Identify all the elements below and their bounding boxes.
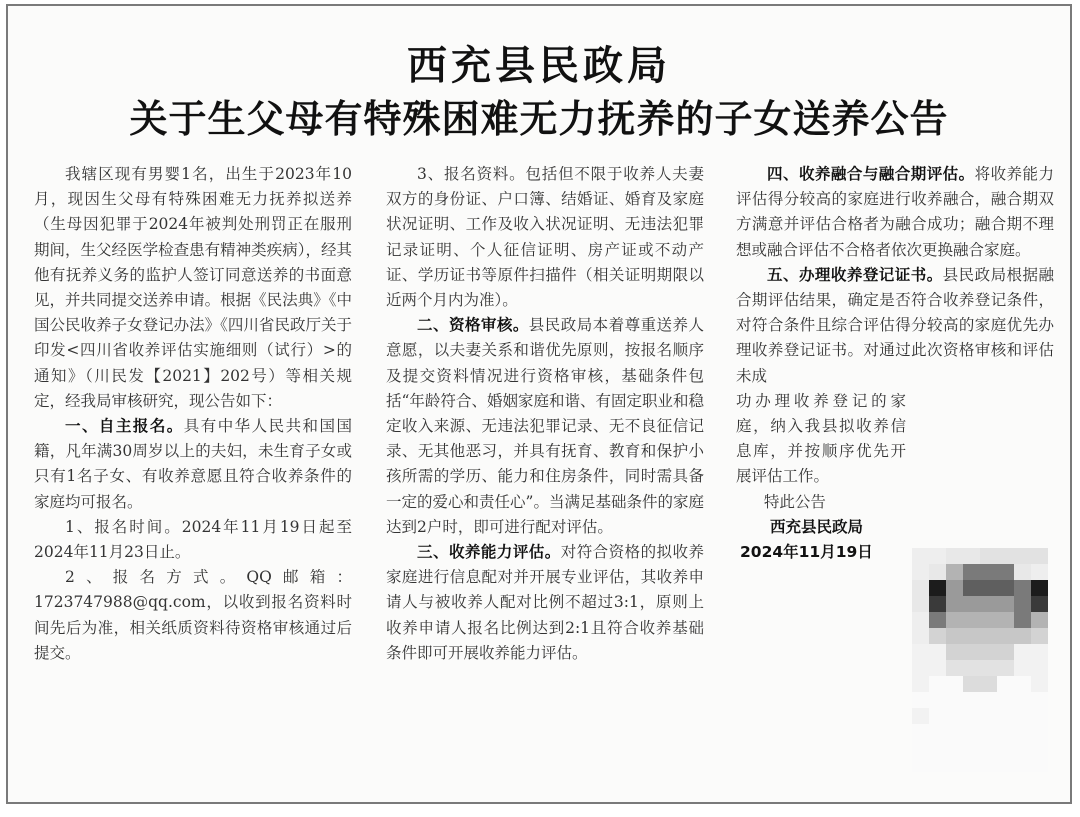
mosaic-pixel (912, 580, 929, 596)
section-5-continued: 功办理收养登记的家庭，纳入我县拟收养信息库，并按顺序优先开展评估工作。 (736, 391, 906, 486)
mosaic-pixel (1031, 740, 1048, 756)
mosaic-pixel (997, 692, 1014, 708)
mosaic-pixel (1014, 628, 1031, 644)
section-4-heading: 四、收养融合与融合期评估。 (767, 165, 975, 183)
mosaic-pixel (929, 740, 946, 756)
mosaic-pixel (946, 564, 963, 580)
section-3-text: 对符合资格的拟收养家庭进行信息配对并开展专业评估，其收养申请人与被收养人配对比例不超过3:1，原则上收养申请人报名比例达到2:1且符合收养基础条件即可开展收养能力评估。 (386, 543, 704, 662)
mosaic-pixel (1014, 612, 1031, 628)
mosaic-pixel (946, 612, 963, 628)
section-1-heading: 一、自主报名。 (65, 417, 184, 436)
section-5-text-a: 县民政局根据融合期评估结果，确定是否符合收养登记条件，对符合条件且综合评估得分较高的家庭优先办理收养登记证书。对通过此次资格审核和评估未成 (736, 265, 1054, 385)
mosaic-pixel (929, 564, 946, 580)
mosaic-pixel (912, 660, 929, 676)
mosaic-pixel (1014, 740, 1031, 756)
section-2-paragraph (386, 313, 704, 540)
mosaic-pixel (980, 628, 997, 644)
mosaic-pixel (1031, 660, 1048, 676)
mosaic-pixel (980, 548, 997, 564)
mosaic-pixel (1031, 596, 1048, 612)
notice-subtitle: 关于生父母有特殊困难无力抚养的子女送养公告 (129, 97, 949, 141)
section-5-paragraph (736, 263, 1054, 389)
mosaic-pixel (946, 692, 963, 708)
mosaic-pixel (929, 548, 946, 564)
mosaic-pixel (980, 756, 997, 772)
mosaic-pixel (980, 596, 997, 612)
mosaic-pixel (1014, 548, 1031, 564)
mosaic-pixel (963, 740, 980, 756)
mosaic-pixel (946, 724, 963, 740)
mosaic-pixel (963, 692, 980, 708)
mosaic-pixel (946, 548, 963, 564)
mosaic-pixel (929, 580, 946, 596)
mosaic-pixel (912, 708, 929, 724)
mosaic-pixel (912, 740, 929, 756)
mosaic-pixel (946, 660, 963, 676)
mosaic-pixel (912, 596, 929, 612)
mosaic-pixel (1014, 564, 1031, 580)
mosaic-pixel (1014, 580, 1031, 596)
mosaic-pixel (963, 644, 980, 660)
mosaic-pixel (963, 564, 980, 580)
mosaic-pixel (946, 708, 963, 724)
mosaic-pixel (997, 756, 1014, 772)
mosaic-pixel (980, 692, 997, 708)
mosaic-pixel (997, 564, 1014, 580)
mosaic-pixel (980, 644, 997, 660)
section-1-paragraph (34, 414, 352, 515)
mosaic-pixel (929, 660, 946, 676)
mosaic-pixel (912, 628, 929, 644)
mosaic-pixel (912, 756, 929, 772)
mosaic-pixel (1031, 628, 1048, 644)
mosaic-pixel (980, 724, 997, 740)
section-3-heading: 三、收养能力评估。 (417, 543, 561, 562)
mosaic-pixel (980, 580, 997, 596)
mosaic-pixel (929, 708, 946, 724)
mosaic-pixel (980, 676, 997, 692)
mosaic-pixel (946, 756, 963, 772)
mosaic-pixel (1014, 644, 1031, 660)
mosaic-pixel (1014, 708, 1031, 724)
mosaic-pixel (912, 564, 929, 580)
mosaic-pixel (929, 628, 946, 644)
mosaic-pixel (997, 724, 1014, 740)
mosaic-pixel (980, 660, 997, 676)
section-2-text: 县民政局本着尊重送养人意愿，以夫妻关系和谐优先原则，按报名顺序及提交资料情况进行资格审核，基础条件包括“年龄符合、婚姻家庭和谐、有固定职业和稳定收入来源、无违法犯罪记录、无不良征信记录、无其他恶习，并具有抚育、教育和保护小孩所需的学历、能力和住房条件，同时需具备一定的爱心和责任心”。当满足基础条件的家庭达到2户时，即可进行配对评估。 (386, 316, 704, 536)
mosaic-pixel (929, 644, 946, 660)
mosaic-pixel (1014, 724, 1031, 740)
mosaic-pixel (912, 724, 929, 740)
closing-line: 特此公告 (763, 492, 826, 511)
section-2-heading: 二、资格审核。 (417, 316, 529, 335)
mosaic-pixel (912, 548, 929, 564)
mosaic-pixel (929, 692, 946, 708)
registration-method-paragraph (34, 565, 352, 666)
mosaic-pixel (963, 612, 980, 628)
mosaic-pixel (946, 676, 963, 692)
mosaic-pixel (1014, 676, 1031, 692)
mosaic-pixel (997, 628, 1014, 644)
mosaic-pixel (929, 612, 946, 628)
mosaic-pixel (912, 692, 929, 708)
text-column-2 (386, 162, 704, 666)
mosaic-pixel (980, 708, 997, 724)
mosaic-pixel (1014, 692, 1031, 708)
mosaic-pixel (912, 676, 929, 692)
mosaic-pixel (997, 740, 1014, 756)
mosaic-pixel (1031, 708, 1048, 724)
notice-date: 2024年11月19日 (740, 543, 873, 562)
mosaic-pixel (997, 596, 1014, 612)
mosaic-pixel (1031, 564, 1048, 580)
mosaic-pixel (1031, 548, 1048, 564)
notice-title: 西充县民政局 (407, 43, 671, 89)
section-3-paragraph (386, 540, 704, 666)
mosaic-pixel (1014, 756, 1031, 772)
pixelated-portrait-image (912, 548, 1048, 772)
mosaic-pixel (997, 708, 1014, 724)
mosaic-pixel (929, 724, 946, 740)
mosaic-pixel (929, 756, 946, 772)
mosaic-pixel (963, 708, 980, 724)
mosaic-pixel (997, 676, 1014, 692)
mosaic-pixel (1031, 580, 1048, 596)
mosaic-pixel (997, 548, 1014, 564)
mosaic-pixel (980, 564, 997, 580)
mosaic-pixel (929, 676, 946, 692)
mosaic-pixel (997, 580, 1014, 596)
mosaic-pixel (963, 724, 980, 740)
mosaic-pixel (963, 580, 980, 596)
mosaic-pixel (963, 628, 980, 644)
section-1-text: 具有中华人民共和国国籍，凡年满30周岁以上的夫妇，未生育子女或只有1名子女、有收养意愿且符合收养条件的家庭均可报名。 (34, 417, 352, 511)
mosaic-pixel (1031, 676, 1048, 692)
registration-time-paragraph: 1、报名时间。2024年11月19日起至2024年11月23日止。 (34, 517, 352, 562)
mosaic-pixel (980, 740, 997, 756)
mosaic-pixel (946, 740, 963, 756)
mosaic-pixel (980, 612, 997, 628)
mosaic-pixel (963, 676, 980, 692)
mosaic-pixel (997, 644, 1014, 660)
section-4-paragraph (736, 162, 1054, 263)
mosaic-pixel (963, 548, 980, 564)
mosaic-pixel (963, 660, 980, 676)
mosaic-pixel (1031, 756, 1048, 772)
mosaic-pixel (1031, 612, 1048, 628)
mosaic-pixel (1031, 724, 1048, 740)
mosaic-pixel (997, 612, 1014, 628)
mosaic-pixel (963, 596, 980, 612)
registration-method-text: 2、报名方式。QQ邮箱：1723747988@qq.com，以收到报名资料时间先后为准，相关纸质资料待资格审核通过后提交。 (34, 568, 352, 662)
section-4-text: 将收养能力评估得分较高的家庭进行收养融合，融合期双方满意并评估合格者为融合成功；融合期不理想或融合评估不合格者依次更换融合家庭。 (736, 165, 1054, 259)
text-column-3 (736, 162, 1054, 565)
text-column-1 (34, 162, 352, 666)
intro-paragraph: 我辖区现有男婴1名，出生于2023年10月，现因生父母有特殊困难无力抚养拟送养（生母因犯罪于2024年被判处刑罚正在服刑期间，生父经医学检查患有精神类疾病），经其他有抚养义务的监护人签订同意送养的书面意见，并共同提交送养申请。根据《民法典》《中国公民收养子女登记办法》《四川省民政厅关于印发<四川省收养评估实施细则（试行）>的通知》（川民发【2021】202号）等相关规定，经我局审核研究，现公告如下： (34, 165, 352, 410)
mosaic-pixel (929, 596, 946, 612)
materials-paragraph: 3、报名资料。包括但不限于收养人夫妻双方的身份证、户口簿、结婚证、婚育及家庭状况证明、工作及收入状况证明、无违法犯罪记录证明、个人征信证明、房产证或不动产证、学历证书等原件扫描件（相关证明期限以近两个月内为准）。 (386, 165, 704, 310)
mosaic-pixel (1031, 692, 1048, 708)
mosaic-pixel (1014, 596, 1031, 612)
mosaic-pixel (912, 644, 929, 660)
portrait-mosaic (912, 548, 1048, 772)
mosaic-pixel (912, 612, 929, 628)
mosaic-pixel (1014, 660, 1031, 676)
mosaic-pixel (1031, 644, 1048, 660)
mosaic-pixel (963, 756, 980, 772)
mosaic-pixel (946, 580, 963, 596)
mosaic-pixel (946, 644, 963, 660)
mosaic-pixel (997, 660, 1014, 676)
section-5-heading: 五、办理收养登记证书。 (767, 265, 943, 284)
mosaic-pixel (946, 596, 963, 612)
mosaic-pixel (946, 628, 963, 644)
signer-name: 西充县民政局 (770, 517, 864, 536)
